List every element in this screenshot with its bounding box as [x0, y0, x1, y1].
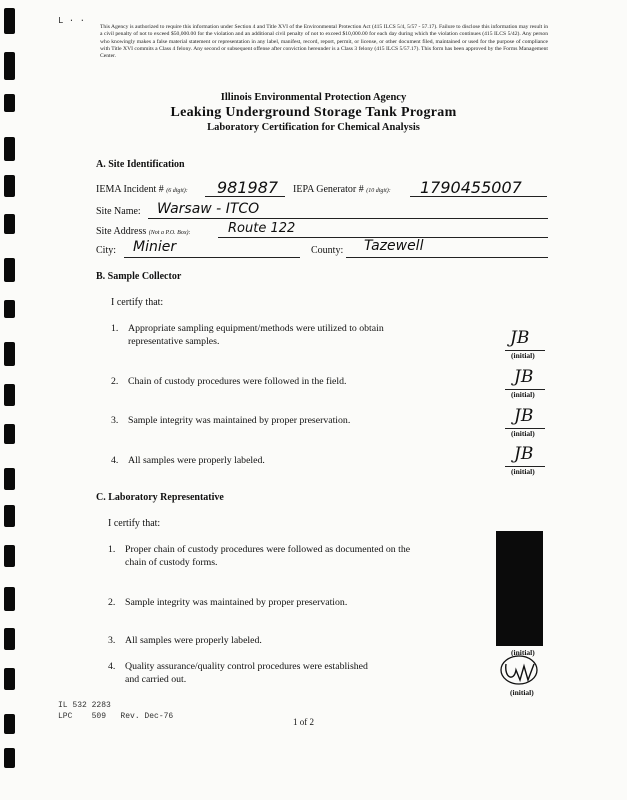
collector-initials-2[interactable]: JB: [514, 367, 534, 387]
corner-mark: L · ·: [58, 16, 86, 26]
agency-title: Illinois Environmental Protection Agency: [220, 92, 407, 103]
city-label: City:: [96, 245, 117, 256]
address-value[interactable]: Route 122: [228, 221, 296, 236]
collector-item-2: 2. Chain of custody procedures were followed in the field.: [111, 376, 347, 387]
collector-item-3: 3. Sample integrity was maintained by proper preservation.: [111, 415, 351, 426]
incident-value[interactable]: 981987: [217, 178, 279, 197]
collector-initials-3[interactable]: JB: [514, 406, 534, 426]
section-c-heading: C. Laboratory Representative: [96, 492, 224, 503]
county-value[interactable]: Tazewell: [364, 238, 424, 254]
collector-initials-4[interactable]: JB: [514, 444, 534, 464]
form-number: IL 532 2283: [58, 701, 111, 710]
county-label: County:: [311, 245, 344, 256]
initial-label: (initial): [511, 467, 535, 476]
initial-label: (initial): [511, 351, 535, 360]
lab-item-3: 3. All samples were properly labeled.: [108, 635, 262, 646]
collector-certify: I certify that:: [111, 297, 164, 308]
lab-initial-label-2: (initial): [510, 688, 534, 697]
city-line: [124, 257, 300, 258]
section-b-heading: B. Sample Collector: [96, 271, 182, 282]
lab-initial-label-1: (initial): [511, 648, 535, 657]
site-name-label: Site Name:: [96, 206, 141, 217]
incident-label: IEMA Incident # (6 digit):: [96, 184, 188, 195]
city-value[interactable]: Minier: [133, 239, 177, 255]
form-revision: LPC 509 Rev. Dec-76: [58, 712, 174, 721]
lab-item-1: 1. Proper chain of custody procedures were followed as documented on the chain of custody forms.: [108, 544, 411, 568]
lab-item-4: 4. Quality assurance/quality control procedures were established and carried out.: [108, 661, 368, 685]
section-a-heading: A. Site Identification: [96, 159, 185, 170]
initial-label: (initial): [511, 429, 535, 438]
page-number: 1 of 2: [293, 717, 314, 727]
generator-value[interactable]: 1790455007: [420, 178, 522, 197]
county-line: [346, 257, 548, 258]
lab-signature[interactable]: [498, 652, 542, 688]
address-label: Site Address (Not a P.O. Box):: [96, 226, 191, 237]
form-title: Laboratory Certification for Chemical Analysis: [207, 122, 420, 133]
redaction-block: [496, 531, 543, 646]
site-name-line: [148, 218, 548, 219]
initial-label: (initial): [511, 390, 535, 399]
collector-initials-1[interactable]: JB: [510, 328, 530, 348]
site-name-value[interactable]: Warsaw - ITCO: [157, 201, 260, 217]
collector-item-4: 4. All samples were properly labeled.: [111, 455, 265, 466]
program-title: Leaking Underground Storage Tank Program: [170, 105, 457, 120]
generator-label: IEPA Generator # (10 digit):: [293, 184, 391, 195]
legal-disclaimer: This Agency is authorized to require this information under Section 4 and Title XVI of the Environmental Protection Act (415 ILCS 5/4, 5/57 - 57.17). Failure to disclose this information may result in a civil penalty of not to exceed $50,000.00 for the violation and an additional civil penalty of not to exceed $10,000.00 for each day during which the violation continues (415 ILCS 5/42). Any person who knowingly makes a false material statement or representation in any label, manifest, record, report, permit, or license, or other document filed, maintained or used for the purpose of compliance with Title XVI commits a Class 4 felony. Any second or subsequent offense after conviction hereunder is a Class 3 felony (415 ILCS 5/57.17). This form has been approved by the Forms Management Center.: [100, 24, 548, 60]
lab-item-2: 2. Sample integrity was maintained by proper preservation.: [108, 597, 348, 608]
lab-certify: I certify that:: [108, 518, 161, 529]
collector-item-1: 1. Appropriate sampling equipment/methods were utilized to obtain representative samples.: [111, 323, 384, 347]
